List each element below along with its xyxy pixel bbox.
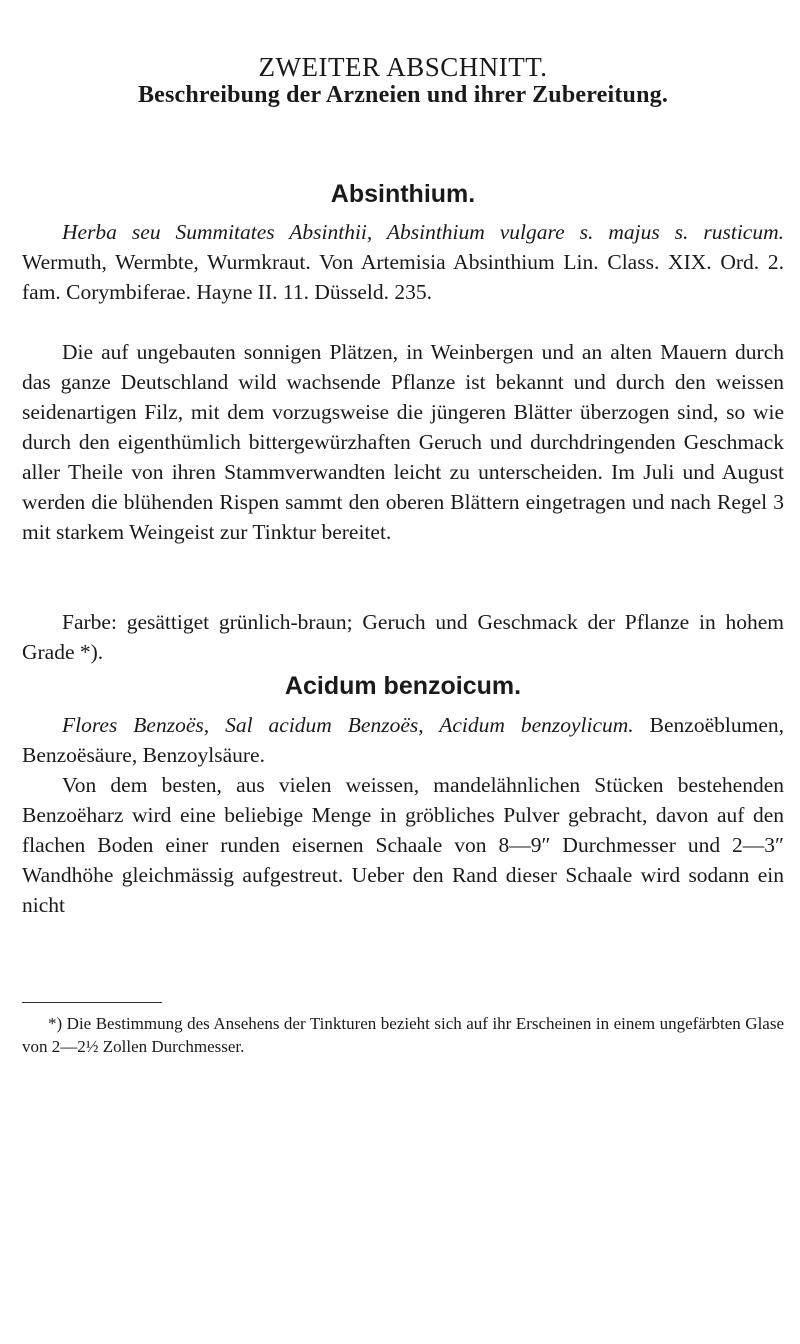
entry-heading-acidum-benzoicum: Acidum benzoicum.: [284, 672, 522, 700]
synonyms-latin: Flores Benzoës, Sal acidum Benzoës, Acidum benzoylicum.: [62, 713, 634, 737]
section-subtitle: Beschreibung der Arzneien und ihrer Zubereitung.: [137, 82, 669, 108]
entry-synonyms-acidum-benzoicum: [22, 710, 784, 770]
section-title: ZWEITER ABSCHNITT.: [258, 52, 548, 82]
synonyms-german: Wermuth, Wermbte, Wurmkraut. Von Artemisia Absinthium Lin. Class. XIX. Ord. 2. fam. Corymbiferae. Hayne II. 11. Düsseld. 235.: [22, 250, 784, 304]
footnote-marker: *): [48, 1014, 63, 1033]
synonyms-latin: Herba seu Summitates Absinthii, Absinthium vulgare s. majus s. rusticum.: [62, 220, 784, 244]
synonyms-german: Benzoëblumen, Benzoësäure, Benzoylsäure.: [22, 713, 784, 767]
entry-description-absinthium: Die auf ungebauten sonnigen Plätzen, in Weinbergen und an alten Mauern durch das ganze Deutschland wild wachsende Pflanze ist bekannt und durch den weissen seidenartigen Filz, mit dem vorzugsweise die jüngeren Blätter überzogen sind, so wie durch den eigenthümlich bittergewürzhaften Geruch und durchdringenden Geschmack aller Theile von ihren Stammverwandten leicht zu unterscheiden. Im Juli und August werden die blühenden Rispen sammt den oberen Blättern eingetragen und nach Regel 3 mit starkem Weingeist zur Tinktur bereitet.: [22, 340, 784, 544]
footnote-text: Die Bestimmung des Ansehens der Tinkturen bezieht sich auf ihr Erscheinen in einem ungefärbten Glase von 2—2½ Zollen Durchmesser.: [22, 1014, 784, 1056]
entry-synonyms-absinthium: [22, 217, 784, 307]
footnote-divider: [22, 1002, 162, 1003]
footnote: [22, 1012, 784, 1058]
entry-heading-absinthium: Absinthium.: [330, 180, 476, 208]
entry-properties-absinthium: Farbe: gesättiget grünlich-braun; Geruch und Geschmack der Pflanze in hohem Grade *).: [22, 610, 784, 664]
entry-description-acidum-benzoicum: Von dem besten, aus vielen weissen, mandelähnlichen Stücken bestehenden Benzoëharz wird eine beliebige Menge in gröbliches Pulver gebracht, davon auf den flachen Boden einer runden eisernen Schaale von 8—9″ Durchmesser und 2—3″ Wandhöhe gleichmässig aufgestreut. Ueber den Rand dieser Schaale wird sodann ein nicht: [22, 773, 784, 917]
